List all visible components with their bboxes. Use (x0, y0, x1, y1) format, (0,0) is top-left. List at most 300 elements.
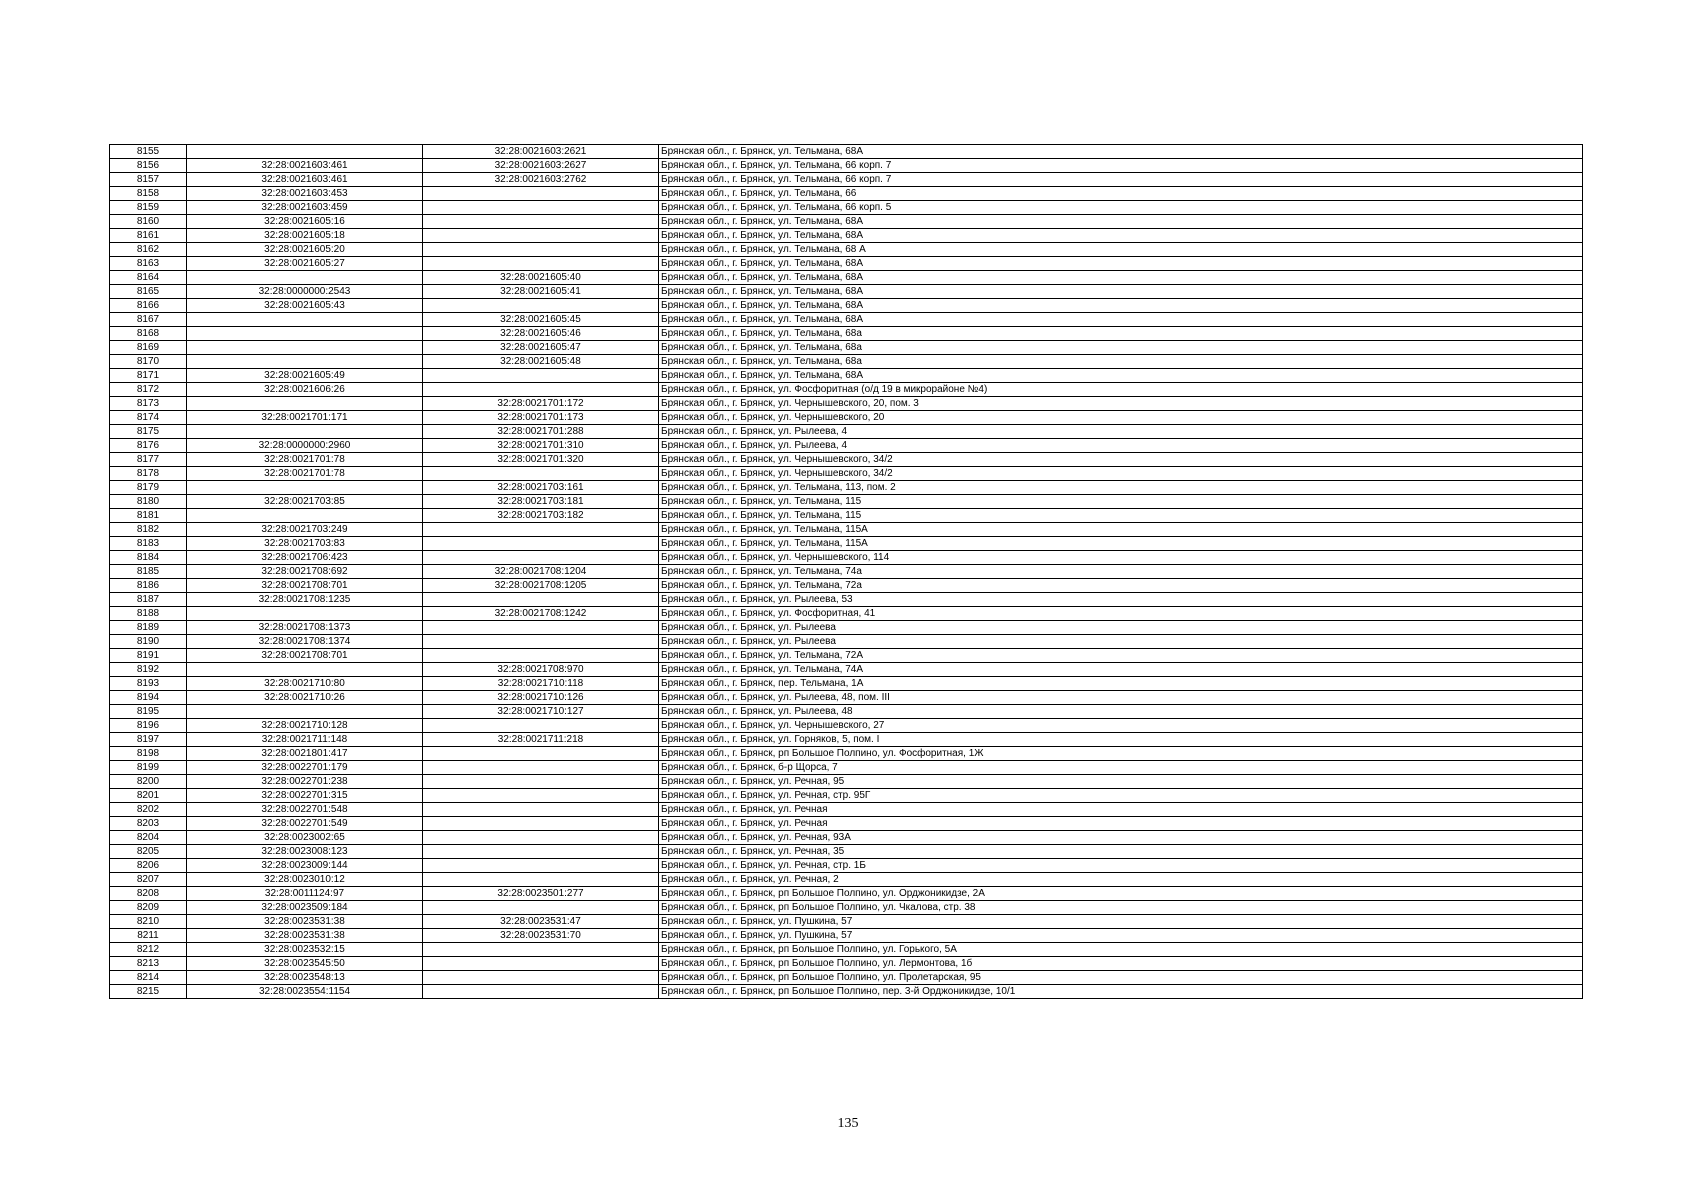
row-number-cell: 8159 (110, 201, 187, 215)
building-cadastral-cell: 32:28:0021703:182 (423, 509, 659, 523)
building-cadastral-cell (423, 803, 659, 817)
land-plot-cadastral-cell: 32:28:0023548:13 (187, 971, 423, 985)
building-cadastral-cell (423, 257, 659, 271)
address-cell: Брянская обл., г. Брянск, ул. Тельмана, 66 корп. 7 (659, 173, 1583, 187)
land-plot-cadastral-cell: 32:28:0021605:16 (187, 215, 423, 229)
table-row (110, 397, 1583, 411)
building-cadastral-cell (423, 901, 659, 915)
building-cadastral-cell: 32:28:0021701:173 (423, 411, 659, 425)
table-row (110, 845, 1583, 859)
land-plot-cadastral-cell: 32:28:0021603:459 (187, 201, 423, 215)
building-cadastral-cell: 32:28:0021701:310 (423, 439, 659, 453)
table-row (110, 355, 1583, 369)
table-row (110, 761, 1583, 775)
address-cell: Брянская обл., г. Брянск, ул. Тельмана, 66 (659, 187, 1583, 201)
land-plot-cadastral-cell: 32:28:0021710:128 (187, 719, 423, 733)
row-number-cell: 8185 (110, 565, 187, 579)
building-cadastral-cell: 32:28:0021708:1205 (423, 579, 659, 593)
address-cell: Брянская обл., г. Брянск, ул. Пушкина, 57 (659, 929, 1583, 943)
building-cadastral-cell: 32:28:0021710:127 (423, 705, 659, 719)
row-number-cell: 8164 (110, 271, 187, 285)
row-number-cell: 8167 (110, 313, 187, 327)
address-cell: Брянская обл., г. Брянск, ул. Тельмана, 68А (659, 229, 1583, 243)
land-plot-cadastral-cell: 32:28:0022701:179 (187, 761, 423, 775)
building-cadastral-cell (423, 817, 659, 831)
table-row (110, 733, 1583, 747)
building-cadastral-cell: 32:28:0023501:277 (423, 887, 659, 901)
table-row (110, 915, 1583, 929)
address-cell: Брянская обл., г. Брянск, ул. Речная, стр. 1Б (659, 859, 1583, 873)
address-cell: Брянская обл., г. Брянск, ул. Рылеева (659, 621, 1583, 635)
land-plot-cadastral-cell (187, 355, 423, 369)
building-cadastral-cell (423, 551, 659, 565)
table-row (110, 873, 1583, 887)
address-cell: Брянская обл., г. Брянск, ул. Тельмана, 68а (659, 355, 1583, 369)
row-number-cell: 8194 (110, 691, 187, 705)
row-number-cell: 8169 (110, 341, 187, 355)
row-number-cell: 8207 (110, 873, 187, 887)
building-cadastral-cell: 32:28:0021710:126 (423, 691, 659, 705)
row-number-cell: 8189 (110, 621, 187, 635)
address-cell: Брянская обл., г. Брянск, ул. Речная, стр. 95Г (659, 789, 1583, 803)
land-plot-cadastral-cell: 32:28:0023010:12 (187, 873, 423, 887)
row-number-cell: 8165 (110, 285, 187, 299)
land-plot-cadastral-cell: 32:28:0023509:184 (187, 901, 423, 915)
building-cadastral-cell: 32:28:0021708:1242 (423, 607, 659, 621)
building-cadastral-cell (423, 243, 659, 257)
building-cadastral-cell (423, 383, 659, 397)
row-number-cell: 8196 (110, 719, 187, 733)
table-row (110, 159, 1583, 173)
table-row (110, 229, 1583, 243)
address-cell: Брянская обл., г. Брянск, ул. Чернышевского, 27 (659, 719, 1583, 733)
land-plot-cadastral-cell (187, 313, 423, 327)
address-cell: Брянская обл., г. Брянск, ул. Рылеева (659, 635, 1583, 649)
row-number-cell: 8156 (110, 159, 187, 173)
building-cadastral-cell (423, 593, 659, 607)
building-cadastral-cell: 32:28:0021708:1204 (423, 565, 659, 579)
address-cell: Брянская обл., г. Брянск, ул. Тельмана, 113, пом. 2 (659, 481, 1583, 495)
row-number-cell: 8166 (110, 299, 187, 313)
table-row (110, 775, 1583, 789)
table-row (110, 453, 1583, 467)
land-plot-cadastral-cell: 32:28:0023009:144 (187, 859, 423, 873)
row-number-cell: 8173 (110, 397, 187, 411)
row-number-cell: 8158 (110, 187, 187, 201)
building-cadastral-cell: 32:28:0021701:172 (423, 397, 659, 411)
building-cadastral-cell: 32:28:0021708:970 (423, 663, 659, 677)
address-cell: Брянская обл., г. Брянск, ул. Чернышевского, 114 (659, 551, 1583, 565)
land-plot-cadastral-cell (187, 271, 423, 285)
address-cell: Брянская обл., г. Брянск, ул. Фосфоритная (о/д 19 в микрорайоне №4) (659, 383, 1583, 397)
building-cadastral-cell: 32:28:0021605:41 (423, 285, 659, 299)
row-number-cell: 8191 (110, 649, 187, 663)
table-row (110, 649, 1583, 663)
table-row (110, 495, 1583, 509)
address-cell: Брянская обл., г. Брянск, рп Большое Полпино, ул. Пролетарская, 95 (659, 971, 1583, 985)
land-plot-cadastral-cell (187, 509, 423, 523)
table-row (110, 327, 1583, 341)
table-row (110, 257, 1583, 271)
address-cell: Брянская обл., г. Брянск, ул. Чернышевского, 20, пом. 3 (659, 397, 1583, 411)
row-number-cell: 8172 (110, 383, 187, 397)
row-number-cell: 8170 (110, 355, 187, 369)
land-plot-cadastral-cell: 32:28:0021603:453 (187, 187, 423, 201)
row-number-cell: 8202 (110, 803, 187, 817)
building-cadastral-cell: 32:28:0023531:47 (423, 915, 659, 929)
table-row (110, 621, 1583, 635)
address-cell: Брянская обл., г. Брянск, ул. Чернышевского, 34/2 (659, 453, 1583, 467)
land-plot-cadastral-cell: 32:28:0021708:692 (187, 565, 423, 579)
row-number-cell: 8188 (110, 607, 187, 621)
building-cadastral-cell: 32:28:0021701:320 (423, 453, 659, 467)
land-plot-cadastral-cell: 32:28:0021703:249 (187, 523, 423, 537)
building-cadastral-cell: 32:28:0023531:70 (423, 929, 659, 943)
table-row (110, 215, 1583, 229)
address-cell: Брянская обл., г. Брянск, ул. Тельмана, 72а (659, 579, 1583, 593)
row-number-cell: 8214 (110, 971, 187, 985)
table-row (110, 985, 1583, 999)
address-cell: Брянская обл., г. Брянск, ул. Речная, 93А (659, 831, 1583, 845)
land-plot-cadastral-cell: 32:28:0022701:548 (187, 803, 423, 817)
row-number-cell: 8175 (110, 425, 187, 439)
row-number-cell: 8178 (110, 467, 187, 481)
row-number-cell: 8206 (110, 859, 187, 873)
table-row (110, 313, 1583, 327)
row-number-cell: 8211 (110, 929, 187, 943)
building-cadastral-cell (423, 859, 659, 873)
building-cadastral-cell (423, 229, 659, 243)
land-plot-cadastral-cell (187, 663, 423, 677)
table-row (110, 537, 1583, 551)
row-number-cell: 8209 (110, 901, 187, 915)
address-cell: Брянская обл., г. Брянск, ул. Тельмана, 115А (659, 523, 1583, 537)
row-number-cell: 8181 (110, 509, 187, 523)
building-cadastral-cell (423, 649, 659, 663)
land-plot-cadastral-cell (187, 481, 423, 495)
address-cell: Брянская обл., г. Брянск, ул. Тельмана, 68А (659, 313, 1583, 327)
land-plot-cadastral-cell: 32:28:0021703:85 (187, 495, 423, 509)
registry-table-body (110, 145, 1583, 999)
address-cell: Брянская обл., г. Брянск, ул. Тельмана, 115 (659, 495, 1583, 509)
row-number-cell: 8163 (110, 257, 187, 271)
table-row (110, 509, 1583, 523)
address-cell: Брянская обл., г. Брянск, ул. Речная, 2 (659, 873, 1583, 887)
table-row (110, 411, 1583, 425)
address-cell: Брянская обл., г. Брянск, ул. Тельмана, 68 А (659, 243, 1583, 257)
registry-table (109, 144, 1583, 999)
land-plot-cadastral-cell: 32:28:0000000:2543 (187, 285, 423, 299)
row-number-cell: 8201 (110, 789, 187, 803)
address-cell: Брянская обл., г. Брянск, ул. Тельмана, 74а (659, 565, 1583, 579)
row-number-cell: 8208 (110, 887, 187, 901)
row-number-cell: 8203 (110, 817, 187, 831)
address-cell: Брянская обл., г. Брянск, ул. Речная (659, 803, 1583, 817)
land-plot-cadastral-cell: 32:28:0021708:1235 (187, 593, 423, 607)
table-row (110, 887, 1583, 901)
address-cell: Брянская обл., г. Брянск, рп Большое Полпино, ул. Фосфоритная, 1Ж (659, 747, 1583, 761)
row-number-cell: 8161 (110, 229, 187, 243)
building-cadastral-cell (423, 719, 659, 733)
row-number-cell: 8180 (110, 495, 187, 509)
table-row (110, 831, 1583, 845)
land-plot-cadastral-cell (187, 145, 423, 159)
building-cadastral-cell (423, 369, 659, 383)
address-cell: Брянская обл., г. Брянск, рп Большое Полпино, ул. Чкалова, стр. 38 (659, 901, 1583, 915)
land-plot-cadastral-cell: 32:28:0021711:148 (187, 733, 423, 747)
address-cell: Брянская обл., г. Брянск, ул. Тельмана, 72А (659, 649, 1583, 663)
table-row (110, 551, 1583, 565)
table-row (110, 943, 1583, 957)
table-row (110, 341, 1583, 355)
table-row (110, 187, 1583, 201)
table-row (110, 285, 1583, 299)
table-row (110, 271, 1583, 285)
address-cell: Брянская обл., г. Брянск, ул. Тельмана, 68А (659, 215, 1583, 229)
building-cadastral-cell: 32:28:0021703:181 (423, 495, 659, 509)
address-cell: Брянская обл., г. Брянск, ул. Рылеева, 48, пом. III (659, 691, 1583, 705)
table-row (110, 971, 1583, 985)
land-plot-cadastral-cell: 32:28:0021605:49 (187, 369, 423, 383)
land-plot-cadastral-cell: 32:28:0023545:50 (187, 957, 423, 971)
building-cadastral-cell (423, 523, 659, 537)
row-number-cell: 8183 (110, 537, 187, 551)
land-plot-cadastral-cell: 32:28:0021708:1373 (187, 621, 423, 635)
land-plot-cadastral-cell: 32:28:0021605:43 (187, 299, 423, 313)
table-row (110, 901, 1583, 915)
land-plot-cadastral-cell (187, 607, 423, 621)
land-plot-cadastral-cell: 32:28:0023554:1154 (187, 985, 423, 999)
table-row (110, 201, 1583, 215)
land-plot-cadastral-cell: 32:28:0021603:461 (187, 173, 423, 187)
land-plot-cadastral-cell: 32:28:0021706:423 (187, 551, 423, 565)
building-cadastral-cell: 32:28:0021701:288 (423, 425, 659, 439)
building-cadastral-cell (423, 831, 659, 845)
row-number-cell: 8162 (110, 243, 187, 257)
building-cadastral-cell (423, 467, 659, 481)
land-plot-cadastral-cell: 32:28:0021708:1374 (187, 635, 423, 649)
address-cell: Брянская обл., г. Брянск, ул. Чернышевского, 20 (659, 411, 1583, 425)
address-cell: Брянская обл., г. Брянск, ул. Горняков, 5, пом. I (659, 733, 1583, 747)
building-cadastral-cell: 32:28:0021605:48 (423, 355, 659, 369)
building-cadastral-cell: 32:28:0021710:118 (423, 677, 659, 691)
land-plot-cadastral-cell: 32:28:0023531:38 (187, 915, 423, 929)
land-plot-cadastral-cell: 32:28:0023002:65 (187, 831, 423, 845)
land-plot-cadastral-cell: 32:28:0011124:97 (187, 887, 423, 901)
row-number-cell: 8200 (110, 775, 187, 789)
table-row (110, 705, 1583, 719)
building-cadastral-cell (423, 971, 659, 985)
row-number-cell: 8204 (110, 831, 187, 845)
building-cadastral-cell: 32:28:0021605:45 (423, 313, 659, 327)
table-row (110, 803, 1583, 817)
table-row (110, 243, 1583, 257)
land-plot-cadastral-cell (187, 397, 423, 411)
row-number-cell: 8186 (110, 579, 187, 593)
table-row (110, 747, 1583, 761)
address-cell: Брянская обл., г. Брянск, ул. Тельмана, 115А (659, 537, 1583, 551)
building-cadastral-cell: 32:28:0021703:161 (423, 481, 659, 495)
land-plot-cadastral-cell: 32:28:0021703:83 (187, 537, 423, 551)
table-row (110, 579, 1583, 593)
land-plot-cadastral-cell: 32:28:0022701:315 (187, 789, 423, 803)
address-cell: Брянская обл., г. Брянск, ул. Чернышевского, 34/2 (659, 467, 1583, 481)
land-plot-cadastral-cell: 32:28:0021708:701 (187, 579, 423, 593)
row-number-cell: 8205 (110, 845, 187, 859)
land-plot-cadastral-cell: 32:28:0023008:123 (187, 845, 423, 859)
page-number: 135 (837, 1116, 859, 1131)
row-number-cell: 8168 (110, 327, 187, 341)
address-cell: Брянская обл., г. Брянск, ул. Речная, 35 (659, 845, 1583, 859)
land-plot-cadastral-cell: 32:28:0000000:2960 (187, 439, 423, 453)
land-plot-cadastral-cell: 32:28:0021605:27 (187, 257, 423, 271)
row-number-cell: 8171 (110, 369, 187, 383)
row-number-cell: 8176 (110, 439, 187, 453)
land-plot-cadastral-cell: 32:28:0023531:38 (187, 929, 423, 943)
address-cell: Брянская обл., г. Брянск, ул. Тельмана, 68А (659, 285, 1583, 299)
table-row (110, 789, 1583, 803)
table-row (110, 369, 1583, 383)
row-number-cell: 8179 (110, 481, 187, 495)
address-cell: Брянская обл., г. Брянск, ул. Тельмана, 68а (659, 341, 1583, 355)
table-row (110, 817, 1583, 831)
row-number-cell: 8195 (110, 705, 187, 719)
land-plot-cadastral-cell (187, 327, 423, 341)
land-plot-cadastral-cell (187, 425, 423, 439)
row-number-cell: 8184 (110, 551, 187, 565)
address-cell: Брянская обл., г. Брянск, рп Большое Полпино, пер. 3-й Орджоникидзе, 10/1 (659, 985, 1583, 999)
building-cadastral-cell (423, 873, 659, 887)
land-plot-cadastral-cell (187, 705, 423, 719)
building-cadastral-cell (423, 299, 659, 313)
address-cell: Брянская обл., г. Брянск, ул. Тельмана, 68А (659, 299, 1583, 313)
row-number-cell: 8177 (110, 453, 187, 467)
table-row (110, 691, 1583, 705)
row-number-cell: 8182 (110, 523, 187, 537)
building-cadastral-cell (423, 985, 659, 999)
row-number-cell: 8190 (110, 635, 187, 649)
row-number-cell: 8160 (110, 215, 187, 229)
address-cell: Брянская обл., г. Брянск, рп Большое Полпино, ул. Орджоникидзе, 2А (659, 887, 1583, 901)
building-cadastral-cell: 32:28:0021603:2621 (423, 145, 659, 159)
address-cell: Брянская обл., г. Брянск, ул. Рылеева, 4 (659, 425, 1583, 439)
building-cadastral-cell: 32:28:0021605:46 (423, 327, 659, 341)
building-cadastral-cell (423, 775, 659, 789)
land-plot-cadastral-cell: 32:28:0021606:26 (187, 383, 423, 397)
land-plot-cadastral-cell: 32:28:0022701:549 (187, 817, 423, 831)
address-cell: Брянская обл., г. Брянск, ул. Тельмана, 115 (659, 509, 1583, 523)
table-row (110, 439, 1583, 453)
row-number-cell: 8210 (110, 915, 187, 929)
building-cadastral-cell (423, 537, 659, 551)
table-row (110, 663, 1583, 677)
address-cell: Брянская обл., г. Брянск, ул. Тельмана, 74А (659, 663, 1583, 677)
building-cadastral-cell (423, 789, 659, 803)
building-cadastral-cell (423, 845, 659, 859)
address-cell: Брянская обл., г. Брянск, ул. Тельмана, 66 корп. 7 (659, 159, 1583, 173)
table-row (110, 383, 1583, 397)
building-cadastral-cell (423, 215, 659, 229)
building-cadastral-cell (423, 187, 659, 201)
building-cadastral-cell (423, 635, 659, 649)
row-number-cell: 8198 (110, 747, 187, 761)
table-row (110, 607, 1583, 621)
building-cadastral-cell: 32:28:0021605:47 (423, 341, 659, 355)
land-plot-cadastral-cell: 32:28:0021710:80 (187, 677, 423, 691)
address-cell: Брянская обл., г. Брянск, ул. Тельмана, 68А (659, 271, 1583, 285)
land-plot-cadastral-cell: 32:28:0021701:171 (187, 411, 423, 425)
address-cell: Брянская обл., г. Брянск, рп Большое Полпино, ул. Горького, 5А (659, 943, 1583, 957)
table-row (110, 957, 1583, 971)
address-cell: Брянская обл., г. Брянск, ул. Фосфоритная, 41 (659, 607, 1583, 621)
address-cell: Брянская обл., г. Брянск, ул. Пушкина, 57 (659, 915, 1583, 929)
table-row (110, 719, 1583, 733)
building-cadastral-cell (423, 761, 659, 775)
row-number-cell: 8192 (110, 663, 187, 677)
land-plot-cadastral-cell: 32:28:0021605:18 (187, 229, 423, 243)
table-row (110, 677, 1583, 691)
row-number-cell: 8157 (110, 173, 187, 187)
building-cadastral-cell (423, 957, 659, 971)
table-row (110, 859, 1583, 873)
building-cadastral-cell (423, 747, 659, 761)
address-cell: Брянская обл., г. Брянск, ул. Речная (659, 817, 1583, 831)
table-row (110, 565, 1583, 579)
row-number-cell: 8199 (110, 761, 187, 775)
row-number-cell: 8215 (110, 985, 187, 999)
land-plot-cadastral-cell: 32:28:0021701:78 (187, 453, 423, 467)
land-plot-cadastral-cell: 32:28:0023532:15 (187, 943, 423, 957)
land-plot-cadastral-cell: 32:28:0021708:701 (187, 649, 423, 663)
table-row (110, 635, 1583, 649)
table-row (110, 467, 1583, 481)
building-cadastral-cell: 32:28:0021603:2762 (423, 173, 659, 187)
row-number-cell: 8197 (110, 733, 187, 747)
table-row (110, 145, 1583, 159)
table-row (110, 929, 1583, 943)
building-cadastral-cell: 32:28:0021711:218 (423, 733, 659, 747)
table-row (110, 593, 1583, 607)
address-cell: Брянская обл., г. Брянск, ул. Тельмана, 68А (659, 257, 1583, 271)
building-cadastral-cell: 32:28:0021605:40 (423, 271, 659, 285)
land-plot-cadastral-cell: 32:28:0021710:26 (187, 691, 423, 705)
table-row (110, 173, 1583, 187)
row-number-cell: 8155 (110, 145, 187, 159)
address-cell: Брянская обл., г. Брянск, б-р Щорса, 7 (659, 761, 1583, 775)
land-plot-cadastral-cell (187, 341, 423, 355)
building-cadastral-cell (423, 943, 659, 957)
address-cell: Брянская обл., г. Брянск, пер. Тельмана, 1А (659, 677, 1583, 691)
address-cell: Брянская обл., г. Брянск, ул. Рылеева, 4 (659, 439, 1583, 453)
row-number-cell: 8213 (110, 957, 187, 971)
land-plot-cadastral-cell: 32:28:0021801:417 (187, 747, 423, 761)
address-cell: Брянская обл., г. Брянск, ул. Тельмана, 68А (659, 145, 1583, 159)
building-cadastral-cell (423, 621, 659, 635)
address-cell: Брянская обл., г. Брянск, ул. Тельмана, 66 корп. 5 (659, 201, 1583, 215)
row-number-cell: 8187 (110, 593, 187, 607)
row-number-cell: 8174 (110, 411, 187, 425)
table-row (110, 523, 1583, 537)
address-cell: Брянская обл., г. Брянск, ул. Тельмана, 68а (659, 327, 1583, 341)
building-cadastral-cell (423, 201, 659, 215)
address-cell: Брянская обл., г. Брянск, рп Большое Полпино, ул. Лермонтова, 1б (659, 957, 1583, 971)
table-row (110, 481, 1583, 495)
row-number-cell: 8212 (110, 943, 187, 957)
row-number-cell: 8193 (110, 677, 187, 691)
land-plot-cadastral-cell: 32:28:0022701:238 (187, 775, 423, 789)
table-row (110, 299, 1583, 313)
land-plot-cadastral-cell: 32:28:0021603:461 (187, 159, 423, 173)
